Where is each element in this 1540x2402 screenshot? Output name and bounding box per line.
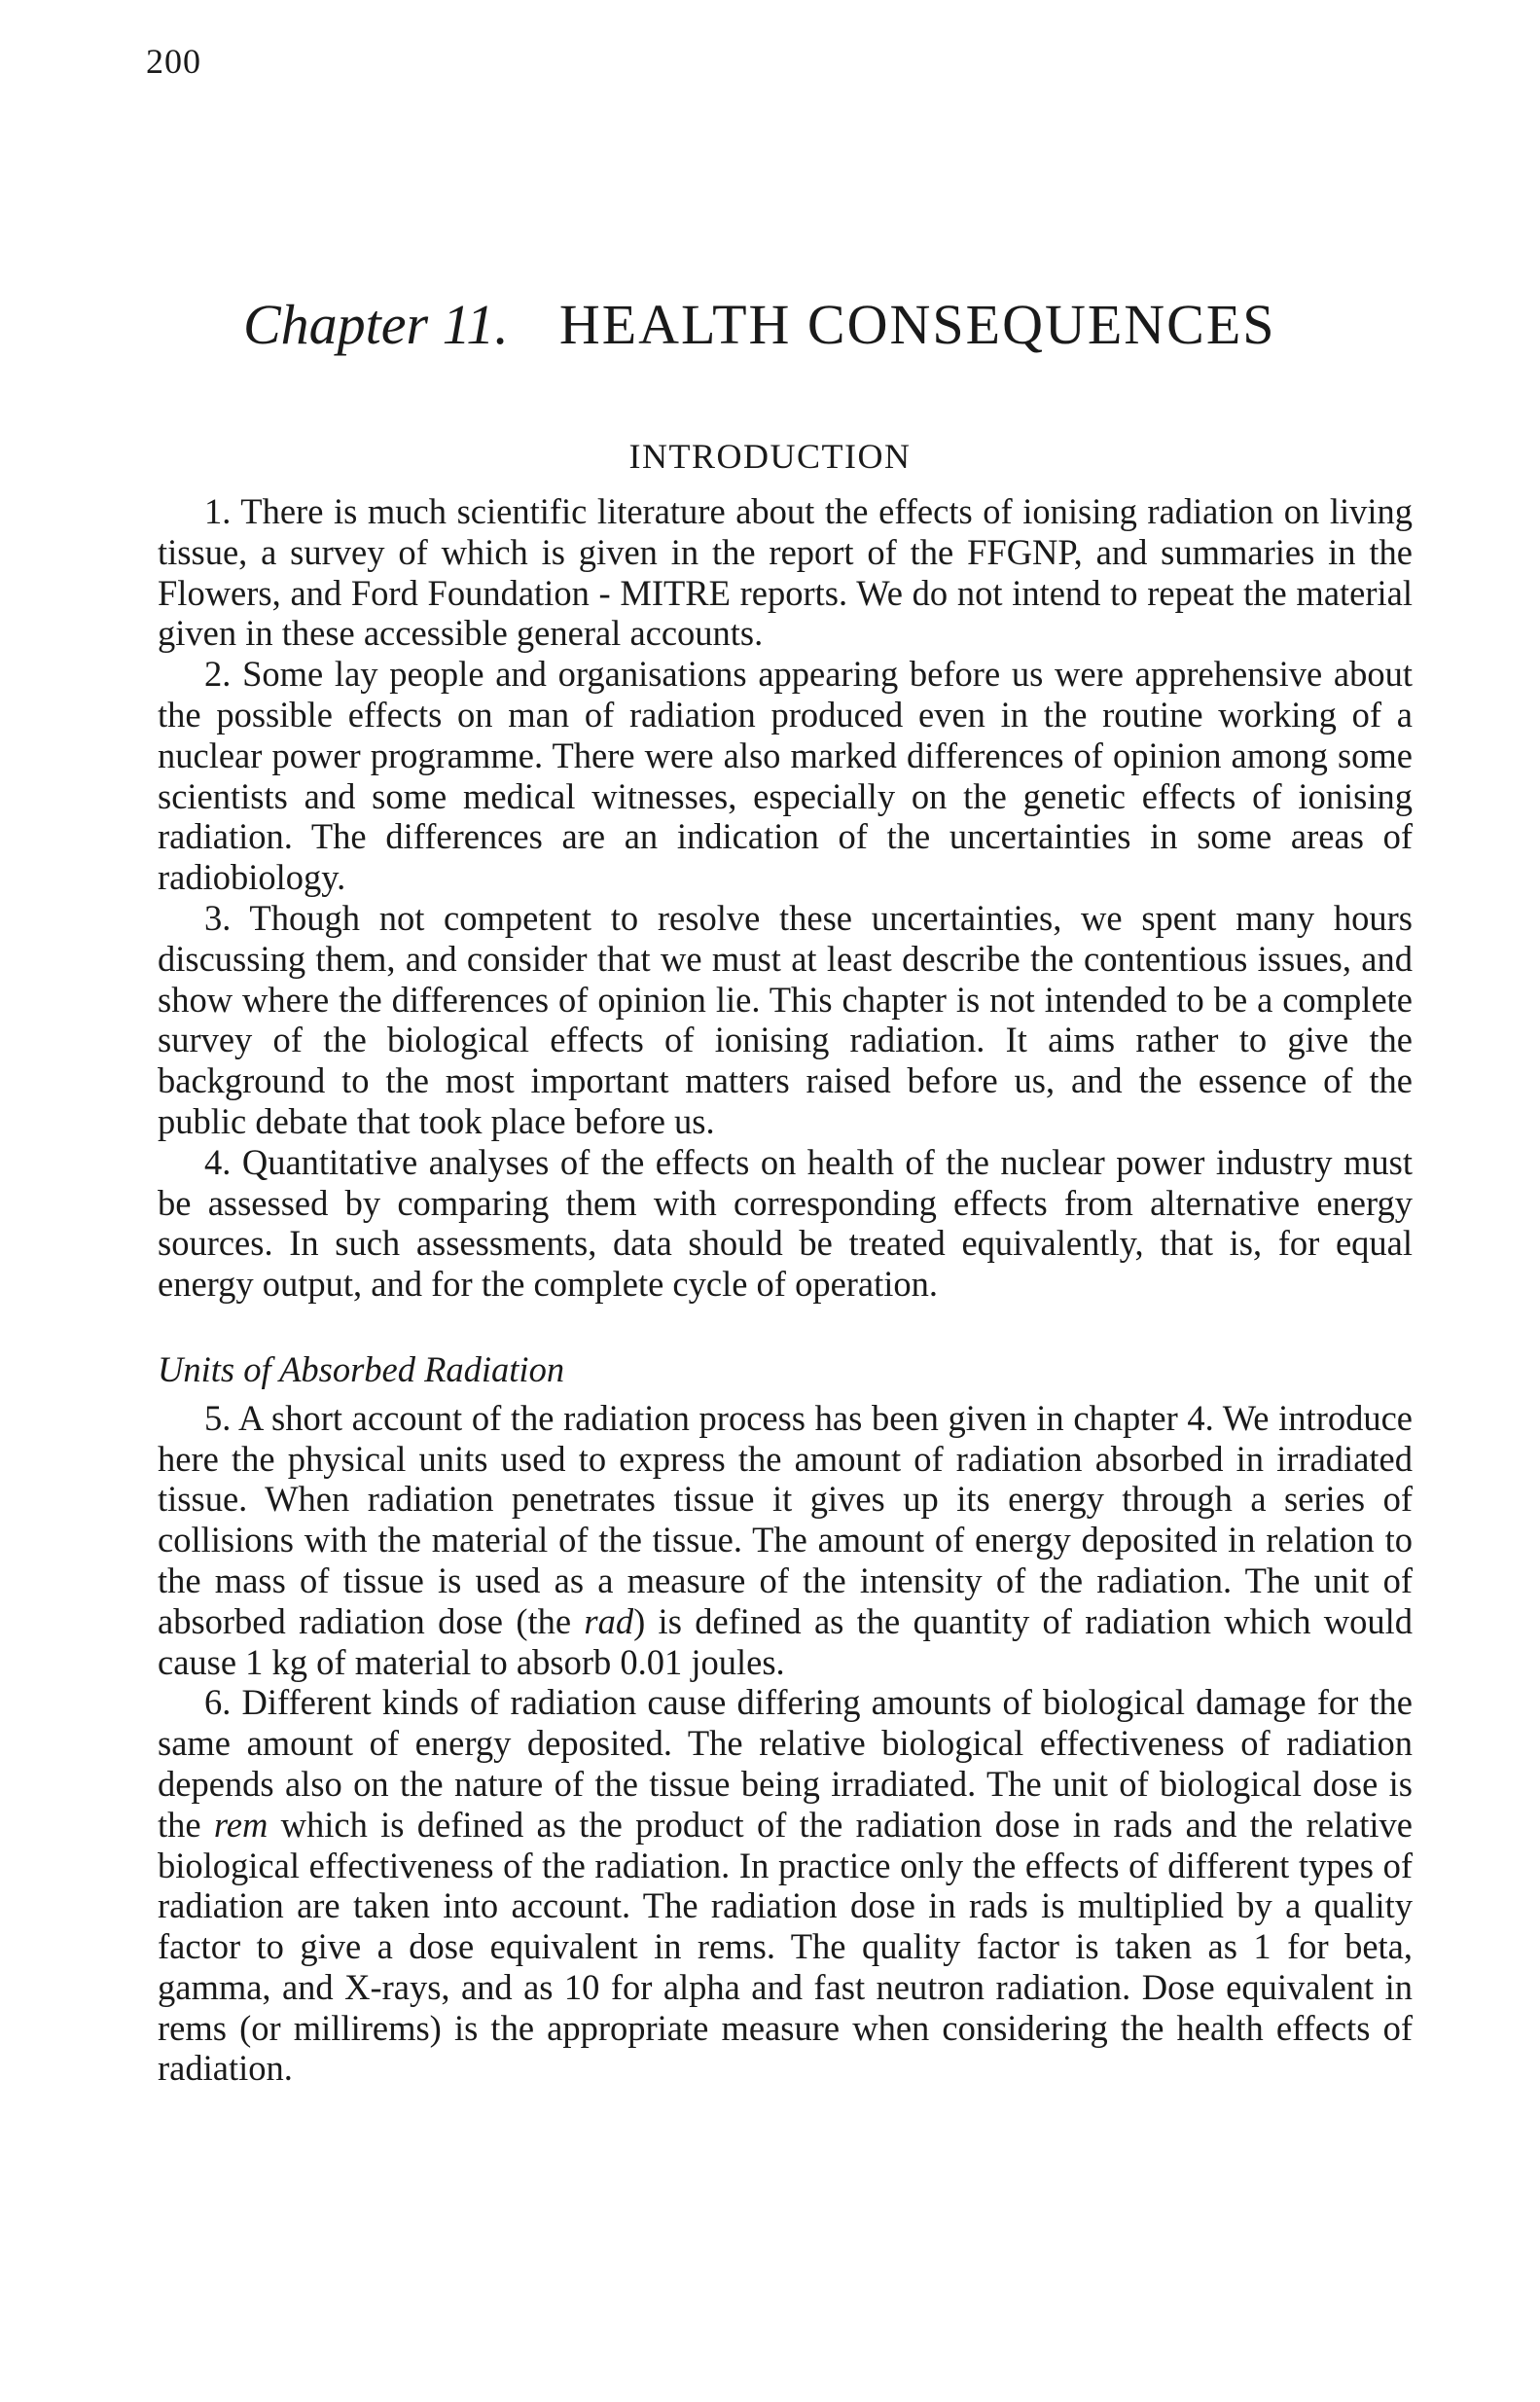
body-text (158, 491, 1413, 2089)
paragraph-5-text-b: ) is defined as the quantity of radiation which would cause 1 kg of material to absorb 0.01 joules. (158, 1600, 1414, 1682)
section-heading: INTRODUCTION (628, 437, 912, 476)
chapter-heading (243, 292, 1276, 357)
paragraph-6 (158, 1682, 1413, 2089)
subsection-heading: Units of Absorbed Radiation (158, 1348, 565, 1389)
chapter-title: HEALTH CONSEQUENCES (558, 293, 1276, 356)
paragraph-4: 4. Quantitative analyses of the effects on health of the nuclear power industry must be assessed by comparing them with corresponding effects from alternative energy sources. In such assessments, data should be treated equivalently, that is, for equal energy output, and for the complete cycle of operation. (158, 1141, 1413, 1305)
paragraph-2: 2. Some lay people and organisations appearing before us were apprehensive about the possible effects on man of radiation produced even in the routine working of a nuclear power programme. There were also marked differences of opinion among some scientists and some medical witnesses, especially on the genetic effects of ionising radiation. The differences are an indication of the uncertainties in some areas of radiobiology. (158, 654, 1413, 898)
paragraph-6-text-a: 6. Different kinds of radiation cause differing amounts of biological damage for the same amount of energy deposited. The relative biological effectiveness of radiation depends also on the nature of the tissue being irradiated. The unit of biological dose is the (158, 1682, 1413, 1845)
chapter-label: Chapter 11. (243, 293, 509, 356)
page-number: 200 (146, 42, 201, 81)
paragraph-5-text-a: 5. A short account of the radiation process has been given in chapter 4. We introduce here the physical units used to express the amount of radiation absorbed in irradiated tissue. When radiation penetrates tissue it gives up its energy through a series of collisions with the material of the tissue. The amount of energy deposited in relation to the mass of tissue is used as a measure of the intensity of the radiation. The unit of absorbed radiation dose (the (158, 1397, 1413, 1641)
paragraph-3: 3. Though not competent to resolve these uncertainties, we spent many hours discussing them, and consider that we must at least describe the contentious issues, and show where the differences of opinion lie. This chapter is not intended to be a complete survey of the biological effects of ionising radiation. It aims rather to give the background to the most important matters raised before us, and the essence of the public debate that took place before us. (158, 897, 1413, 1141)
term-rem: rem (213, 1804, 269, 1845)
paragraph-6-text-b: which is defined as the product of the radiation dose in rads and the relative biological effectiveness of the radiation. In practice only the effects of different types of radiation are taken into account. The radiation dose in rads is multiplied by a quality factor to give a dose equivalent in rems. The quality factor is taken as 1 for beta, gamma, and X-rays, and as 10 for alpha and fast neutron radiation. Dose equivalent in rems (or millirems) is the appropriate measure when considering the health effects of radiation. (158, 1804, 1413, 2089)
paragraph-1: 1. There is much scientific literature about the effects of ionising radiation on living tissue, a survey of which is given in the report of the FFGNP, and summaries in the Flowers, and Ford Foundation - MITRE reports. We do not intend to repeat the material given in these accessible general accounts. (158, 491, 1413, 654)
paragraph-5 (158, 1398, 1413, 1683)
term-rad: rad (584, 1600, 634, 1641)
